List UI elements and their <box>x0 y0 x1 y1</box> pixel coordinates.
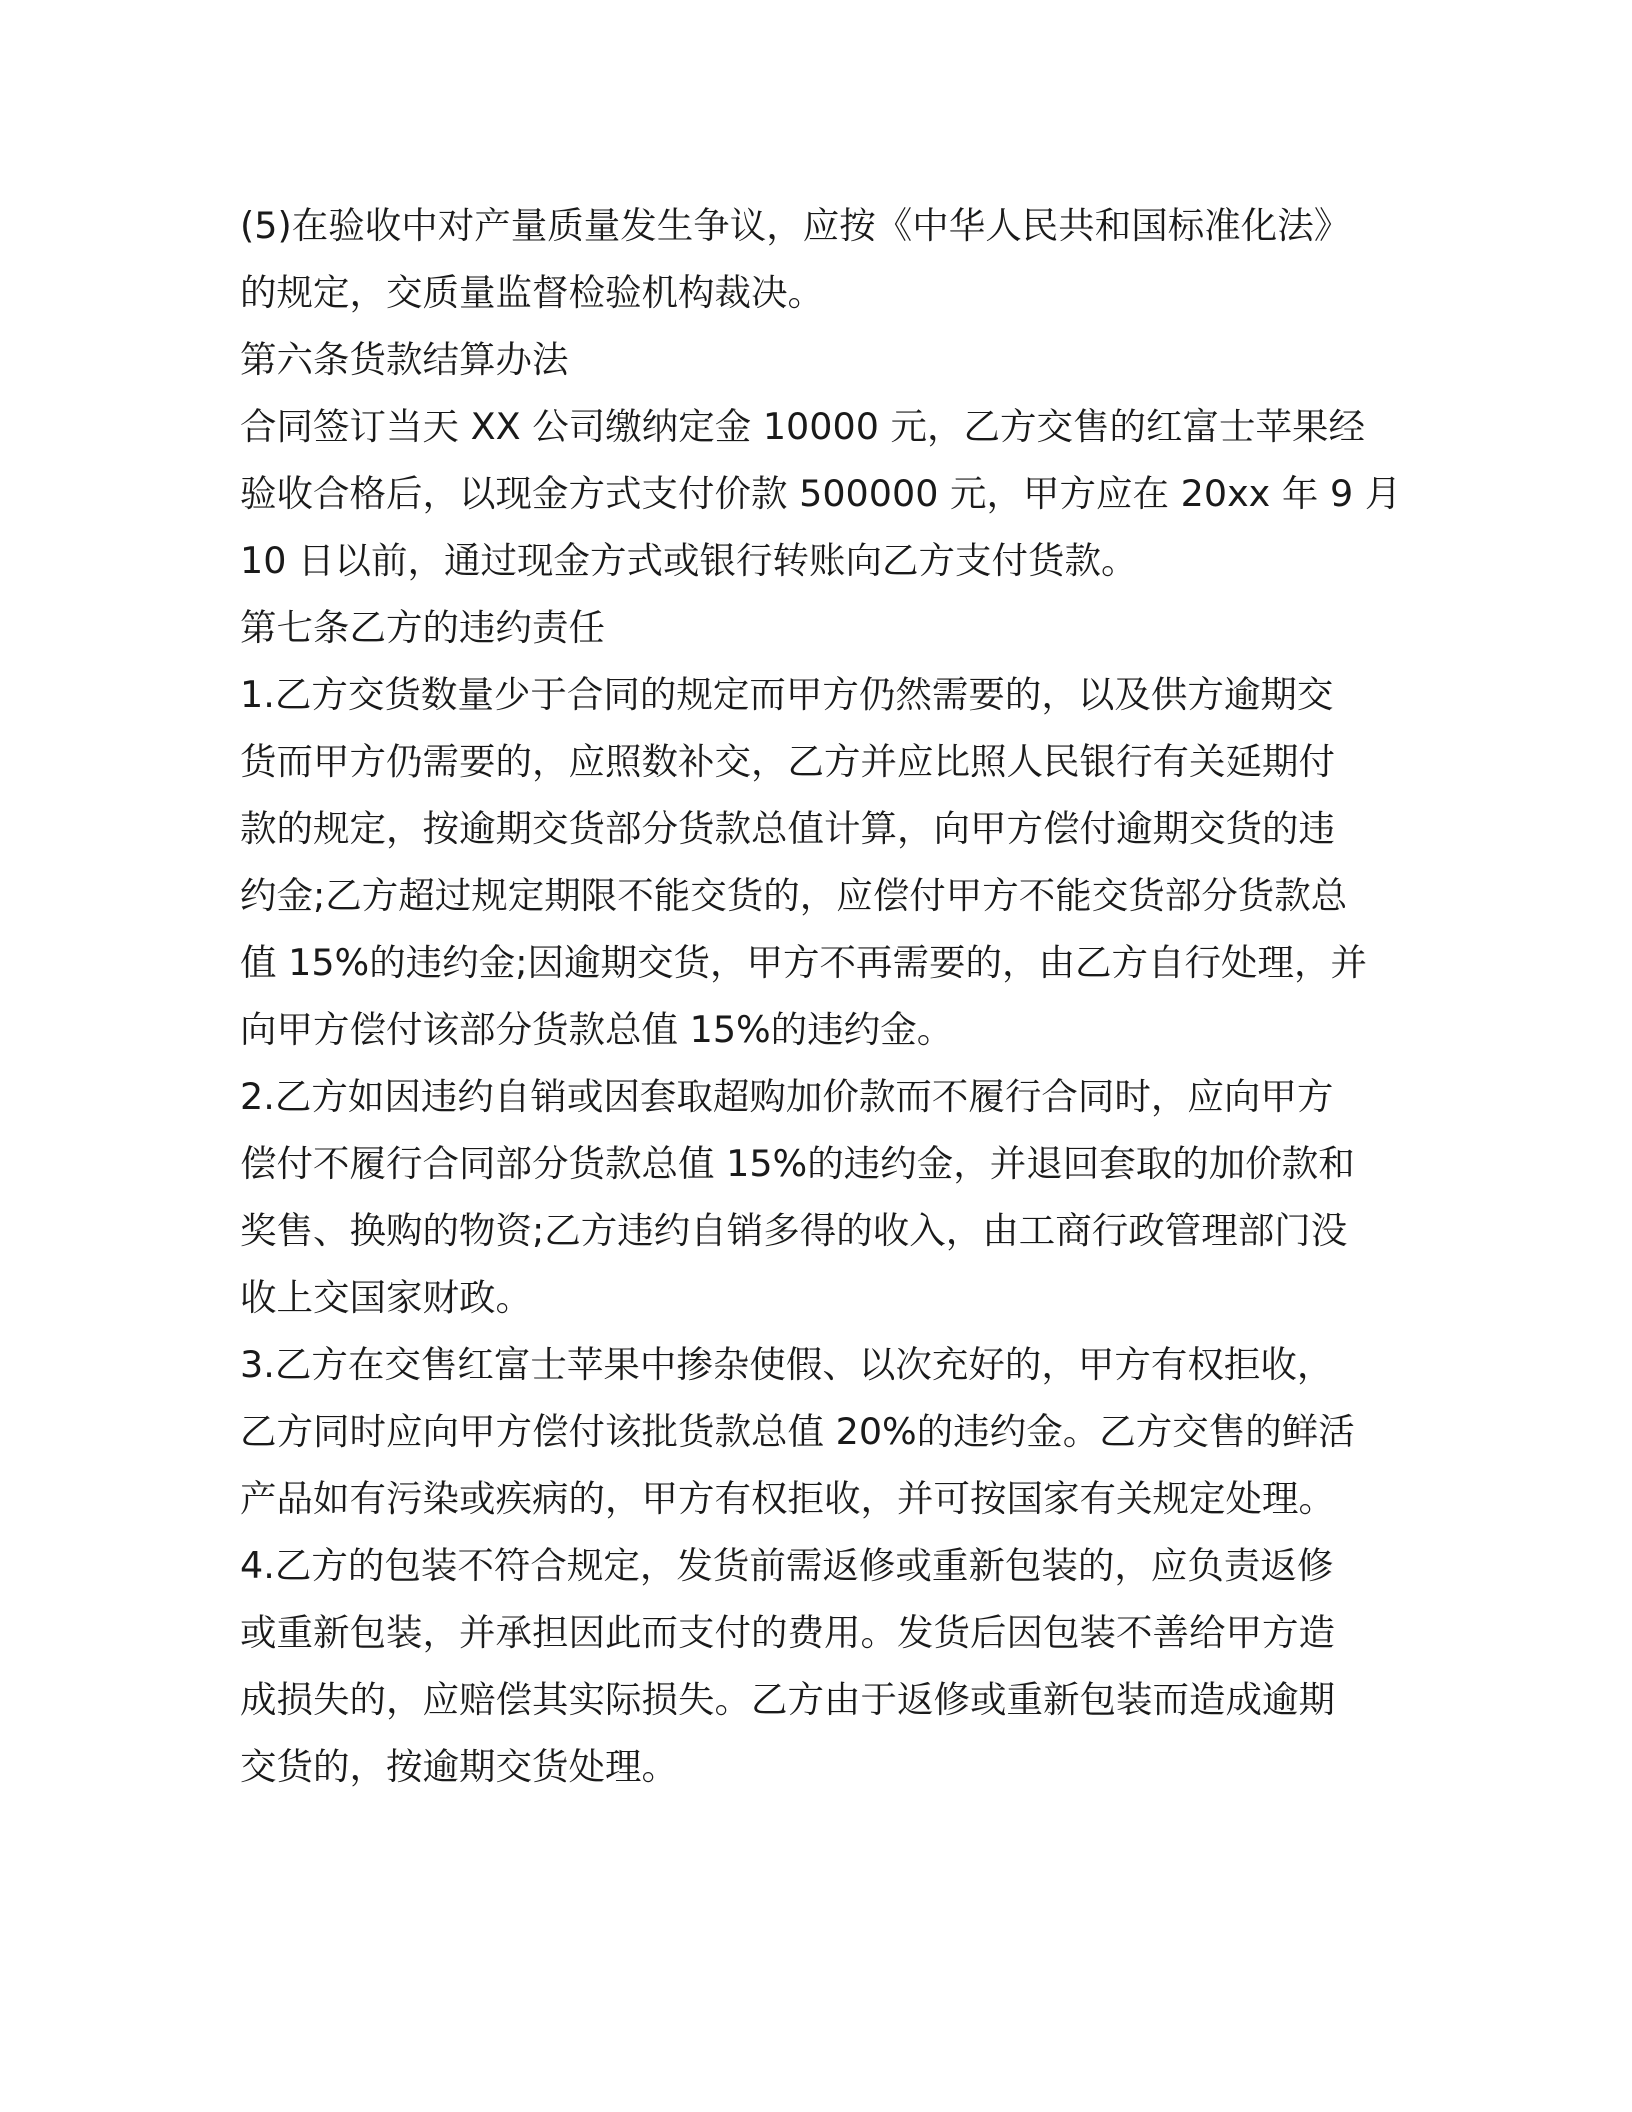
text-line: 或重新包装，并承担因此而支付的费用。发货后因包装不善给甲方造 <box>240 1611 1335 1654</box>
text-line: 值 15%的违约金;因逾期交货，甲方不再需要的，由乙方自行处理，并 <box>240 941 1368 984</box>
text-line: 的规定，交质量监督检验机构裁决。 <box>240 271 824 314</box>
text-line: 奖售、换购的物资;乙方违约自销多得的收入，由工商行政管理部门没 <box>240 1209 1348 1252</box>
text-line: 偿付不履行合同部分货款总值 15%的违约金，并退回套取的加价款和 <box>240 1142 1355 1185</box>
liability-item-4 <box>240 1532 1390 1800</box>
text-line: 合同签订当天 XX 公司缴纳定金 10000 元，乙方交售的红富士苹果经 <box>240 405 1366 448</box>
clause-5-paragraph <box>240 192 1390 326</box>
section-heading-article-6 <box>240 326 1390 393</box>
liability-item-1 <box>240 661 1390 1063</box>
text-line: 1.乙方交货数量少于合同的规定而甲方仍然需要的，以及供方逾期交 <box>240 673 1334 716</box>
text-line: 向甲方偿付该部分货款总值 15%的违约金。 <box>240 1008 954 1051</box>
liability-item-2 <box>240 1063 1390 1331</box>
text-line: 乙方同时应向甲方偿付该批货款总值 20%的违约金。乙方交售的鲜活 <box>240 1410 1355 1453</box>
heading-line: 第六条货款结算办法 <box>240 338 569 381</box>
text-line: 款的规定，按逾期交货部分货款总值计算，向甲方偿付逾期交货的违 <box>240 807 1335 850</box>
text-line: 货而甲方仍需要的，应照数补交，乙方并应比照人民银行有关延期付 <box>240 740 1335 783</box>
text-line: (5)在验收中对产量质量发生争议，应按《中华人民共和国标准化法》 <box>240 204 1351 247</box>
text-line: 交货的，按逾期交货处理。 <box>240 1745 678 1788</box>
text-line: 2.乙方如因违约自销或因套取超购加价款而不履行合同时，应向甲方 <box>240 1075 1334 1118</box>
text-line: 4.乙方的包装不符合规定，发货前需返修或重新包装的，应负责返修 <box>240 1544 1334 1587</box>
text-line: 产品如有污染或疾病的，甲方有权拒收，并可按国家有关规定处理。 <box>240 1477 1335 1520</box>
section-heading-article-7 <box>240 594 1390 661</box>
text-line: 10 日以前，通过现金方式或银行转账向乙方支付货款。 <box>240 539 1138 582</box>
text-line: 3.乙方在交售红富士苹果中掺杂使假、以次充好的，甲方有权拒收， <box>240 1343 1334 1386</box>
text-line: 约金;乙方超过规定期限不能交货的，应偿付甲方不能交货部分货款总 <box>240 874 1348 917</box>
text-line: 收上交国家财政。 <box>240 1276 532 1319</box>
payment-terms-paragraph <box>240 393 1402 594</box>
text-line: 验收合格后，以现金方式支付价款 500000 元，甲方应在 20xx 年 9 月 <box>240 472 1402 515</box>
text-line: 成损失的，应赔偿其实际损失。乙方由于返修或重新包装而造成逾期 <box>240 1678 1335 1721</box>
heading-line: 第七条乙方的违约责任 <box>240 606 605 649</box>
liability-item-3 <box>240 1331 1390 1532</box>
document-body <box>240 192 1402 1800</box>
